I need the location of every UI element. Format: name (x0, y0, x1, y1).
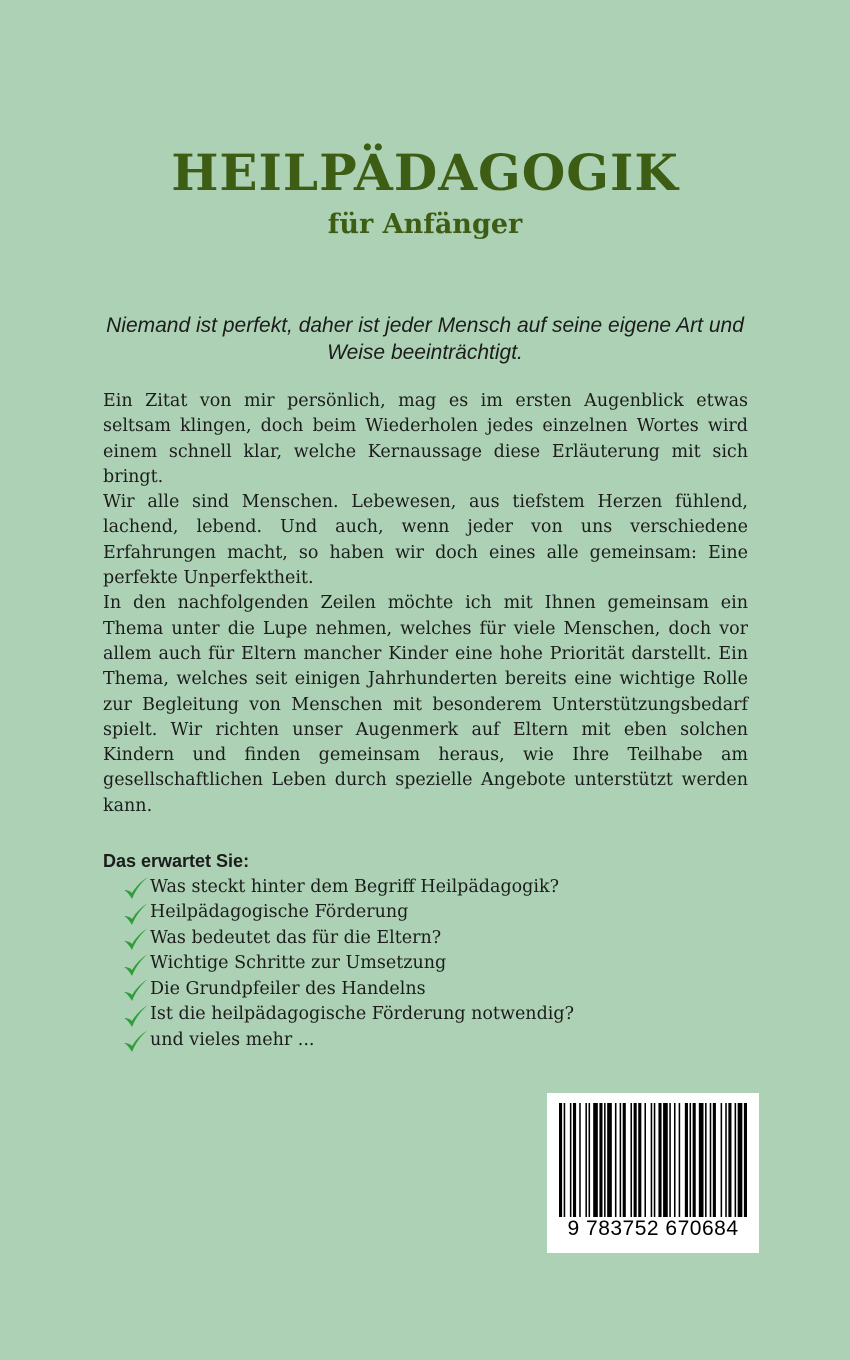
barcode-bar (685, 1103, 688, 1217)
checkmark-icon (121, 902, 149, 927)
list-item (121, 925, 574, 951)
barcode-bar (735, 1103, 737, 1217)
epigraph-quote: Niemand ist perfekt, daher ist jeder Mensch auf seine eigene Art und Weise beeinträchtigt. (106, 314, 744, 364)
checkmark-icon (121, 876, 149, 901)
checkmark-icon (121, 978, 149, 1003)
barcode-bar (623, 1103, 626, 1217)
barcode-bar (620, 1103, 622, 1217)
list-item (121, 976, 574, 1002)
barcode-bar (705, 1103, 707, 1217)
barcode-bar (564, 1103, 566, 1217)
barcode-bar (725, 1103, 727, 1217)
barcode-bar (559, 1103, 562, 1217)
barcode-bar (599, 1103, 602, 1217)
barcode-bar (713, 1103, 716, 1217)
isbn-barcode (547, 1093, 759, 1253)
barcode-bar (699, 1103, 704, 1217)
list-item (121, 951, 574, 977)
list-item-label: Die Grundpfeiler des Handelns (150, 978, 426, 999)
book-subtitle: für Anfänger (327, 209, 523, 240)
barcode-bar (585, 1103, 587, 1217)
list-item (121, 900, 574, 926)
checkmark-icon (121, 927, 149, 952)
checkmark-icon (121, 953, 149, 978)
blurb-paragraph: Ein Zitat von mir persönlich, mag es im ersten Augenblick etwas seltsam klingen, doch beim Wiederholen jedes einzelnen Wortes wird einem schnell klar, welche Kernaussage diese Erläuterung mit sich bringt. (103, 391, 748, 487)
barcode-bar (674, 1103, 676, 1217)
barcode-bar (693, 1103, 696, 1217)
barcode-bar (663, 1103, 668, 1217)
barcode-bar (654, 1103, 656, 1217)
barcode-bar (630, 1103, 632, 1217)
blurb-paragraph: In den nachfolgenden Zeilen möchte ich mit Ihnen gemeinsam ein Thema unter die Lupe nehmen, welches für viele Menschen, doch vor allem auch für Eltern mancher Kinder eine hohe Priorität darstellt. Ein Thema, welches seit einigen Jahrhunderten bereits eine wichtige Rolle zur Begleitung von Menschen mit besonderem Unterstützungsbedarf spielt. Wir richten unser Augenmerk auf Eltern mit eben solchen Kindern und finden gemeinsam heraus, wie Ihre Teilhabe am gesellschaftlichen Leben durch spezielle Angebote unterstützt werden kann. (103, 593, 748, 816)
barcode-bar (607, 1103, 612, 1217)
barcode-bar (634, 1103, 637, 1217)
barcode-bar (744, 1103, 747, 1217)
barcode-bar (658, 1103, 661, 1217)
barcode-bar (638, 1103, 641, 1217)
expect-list (121, 874, 574, 1053)
barcode-bar (589, 1103, 591, 1217)
barcode-bar (721, 1103, 723, 1217)
barcode-bar (570, 1103, 572, 1217)
list-item (121, 874, 574, 900)
list-item-label: Was steckt hinter dem Begriff Heilpädagogik? (150, 876, 559, 897)
barcode-bar (651, 1103, 653, 1217)
barcode-bar (573, 1103, 576, 1217)
barcode-bar (690, 1103, 692, 1217)
list-item-label: Was bedeutet das für die Eltern? (150, 927, 442, 948)
list-item (121, 1002, 574, 1028)
isbn-number: 9 783752 670684 (567, 1217, 739, 1240)
book-title: HEILPÄDAGOGIK (171, 143, 679, 202)
barcode-bar (738, 1103, 743, 1217)
barcode-bar (579, 1103, 581, 1217)
list-item-label: Heilpädagogische Förderung (150, 902, 409, 923)
checkmark-icon (121, 1029, 149, 1054)
barcode-bar (644, 1103, 646, 1217)
checkmark-icon (121, 1004, 149, 1029)
barcode-bar (615, 1103, 617, 1217)
list-item-label: und vieles mehr ... (150, 1029, 315, 1050)
barcode-bars (559, 1103, 747, 1217)
expect-heading: Das erwartet Sie: (103, 851, 250, 871)
list-item-label: Wichtige Schritte zur Umsetzung (150, 953, 447, 974)
barcode-bar (710, 1103, 712, 1217)
barcode-bar (593, 1103, 598, 1217)
blurb-text (103, 389, 748, 819)
barcode-bar (669, 1103, 671, 1217)
barcode-bar (728, 1103, 731, 1217)
barcode-bar (604, 1103, 606, 1217)
blurb-paragraph: Wir alle sind Menschen. Lebewesen, aus tiefstem Herzen fühlend, lachend, lebend. Und auch, wenn jeder von uns verschiedene Erfahrungen macht, so haben wir doch eines alle gemeinsam: Eine perfekte Unperfektheit. (103, 492, 748, 589)
barcode-bar (679, 1103, 681, 1217)
list-item-label: Ist die heilpädagogische Förderung notwendig? (150, 1004, 574, 1025)
list-item (121, 1027, 574, 1053)
